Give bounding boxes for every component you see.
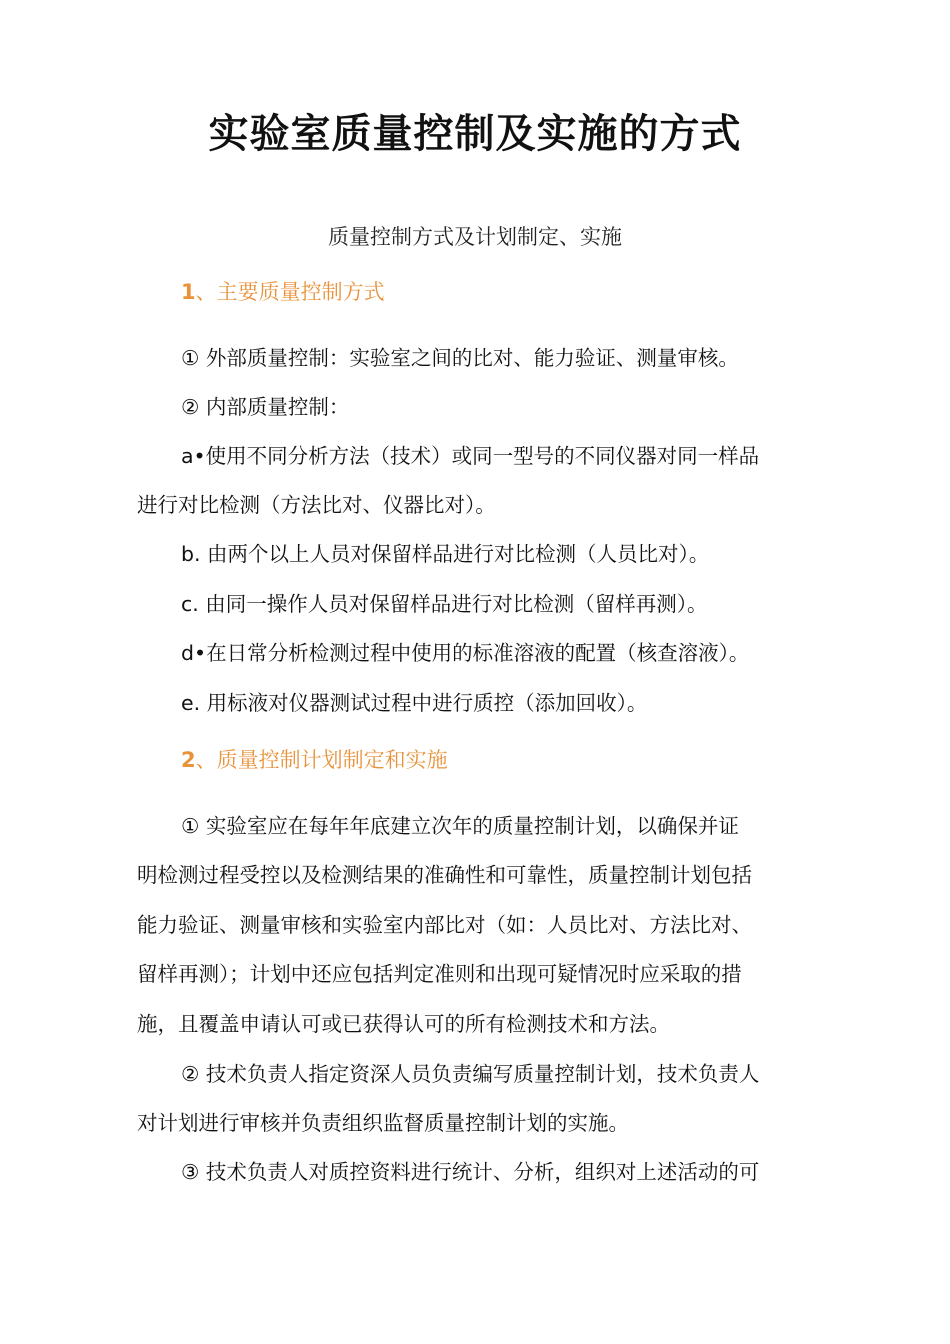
paragraph-1-line: 能力验证、测量审核和实验室内部比对（如：人员比对、方法比对、 (137, 913, 752, 937)
document-title: 实验室质量控制及实施的方式 (208, 111, 742, 157)
item-a-line-1: a•使用不同分析方法（技术）或同一型号的不同仪器对同一样品 (181, 444, 760, 468)
section-1-heading (181, 277, 385, 307)
item-c: c. 由同一操作人员对保留样品进行对比检测（留样再测）。 (181, 592, 708, 616)
section-1-number: 1 (181, 280, 196, 304)
item-d: d•在日常分析检测过程中使用的标准溶液的配置（核查溶液）。 (181, 641, 750, 665)
paragraph-1-line: 留样再测）；计划中还应包括判定准则和出现可疑情况时应采取的措 (137, 962, 742, 986)
section-1-heading-text: 、主要质量控制方式 (195, 280, 385, 304)
external-qc-item: ① 外部质量控制：实验室之间的比对、能力验证、测量审核。 (181, 346, 739, 370)
section-2-number: 2 (181, 748, 196, 772)
item-a-line-2: 进行对比检测（方法比对、仪器比对）。 (137, 493, 496, 517)
paragraph-2-line: 对计划进行审核并负责组织监督质量控制计划的实施。 (137, 1111, 629, 1135)
item-e: e. 用标液对仪器测试过程中进行质控（添加回收）。 (181, 691, 648, 715)
document-subtitle: 质量控制方式及计划制定、实施 (328, 225, 622, 249)
paragraph-2-line: ② 技术负责人指定资深人员负责编写质量控制计划，技术负责人 (181, 1062, 760, 1086)
section-2-heading-text: 、质量控制计划制定和实施 (195, 748, 448, 772)
item-b: b. 由两个以上人员对保留样品进行对比检测（人员比对）。 (181, 542, 710, 566)
paragraph-1-line: 施，且覆盖申请认可或已获得认可的所有检测技术和方法。 (137, 1012, 670, 1036)
internal-qc-item: ② 内部质量控制： (181, 395, 350, 419)
paragraph-3-line: ③ 技术负责人对质控资料进行统计、分析，组织对上述活动的可 (181, 1160, 760, 1184)
paragraph-1-line: 明检测过程受控以及检测结果的准确性和可靠性，质量控制计划包括 (137, 863, 752, 887)
section-2-heading (181, 745, 448, 775)
paragraph-1-line: ① 实验室应在每年年底建立次年的质量控制计划，以确保并证 (181, 814, 739, 838)
